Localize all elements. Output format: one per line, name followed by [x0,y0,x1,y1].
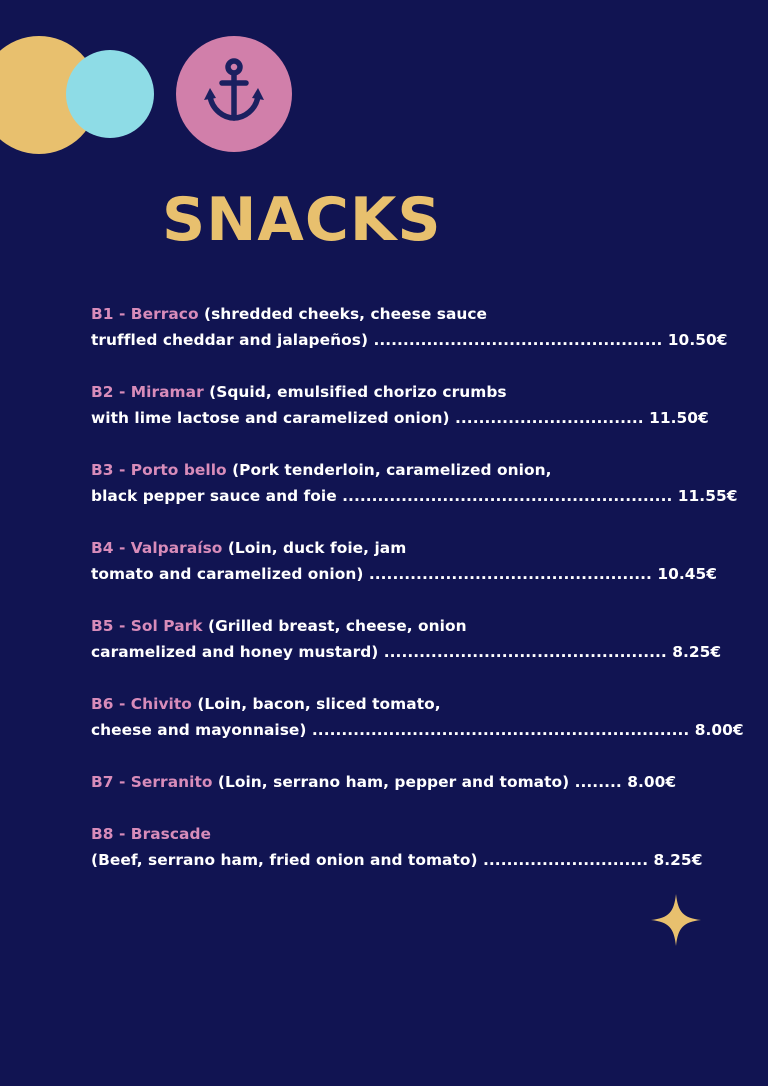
item-name: B5 - Sol Park [91,617,203,635]
item-price: 8.25€ [648,851,703,869]
menu-item-b6 [91,691,744,769]
menu-item-b5 [91,613,722,691]
item-line [91,769,681,795]
item-price: 10.45€ [651,565,718,583]
anchor-icon [204,58,264,124]
item-price: 11.55€ [672,487,738,505]
page-title: SNACKS [162,185,442,255]
item-description: (Loin, serrano ham, pepper and tomato) ........ [212,773,622,791]
item-description: (Beef, serrano ham, fried onion and tomato) ............................ [91,851,649,869]
item-description-cont: caramelized and honey mustard) ................................................ [91,643,667,661]
four-point-star-icon [651,894,701,946]
item-name: B2 - Miramar [91,383,204,401]
item-second-line [91,483,738,509]
item-second-line [91,717,744,743]
item-second-line [91,847,703,873]
item-second-line [91,639,722,665]
item-description-cont: black pepper sauce and foie ........................................................ [91,487,673,505]
item-price: 8.00€ [689,721,744,739]
menu-item-b4 [91,535,718,613]
item-name: B4 - Valparaíso [91,539,223,557]
menu-item-b1 [91,301,728,379]
item-description: (Loin, bacon, sliced tomato, [191,695,441,713]
item-description: (Loin, duck foie, jam [222,539,407,557]
menu-item-b3 [91,457,738,535]
item-description: (Grilled breast, cheese, onion [202,617,467,635]
item-price: 11.50€ [643,409,709,427]
item-description: (Pork tenderloin, caramelized onion, [226,461,552,479]
item-description-cont: truffled cheddar and jalapeños) ................................................. [91,331,663,349]
item-description: (Squid, emulsified chorizo crumbs [203,383,507,401]
item-name: B3 - Porto bello [91,461,227,479]
menu-item-b8 [91,821,703,873]
item-second-line [91,561,718,587]
item-name: B8 - Brascade [91,825,212,843]
snacks-menu [91,301,744,873]
item-description-cont: tomato and caramelized onion) ................................................ [91,565,652,583]
item-name: B6 - Chivito [91,695,192,713]
item-second-line [91,405,709,431]
item-first-line [91,301,681,327]
item-first-line [91,691,681,717]
item-first-line [91,535,681,561]
item-first-line [91,613,681,639]
item-first-line [91,379,681,405]
item-price: 8.25€ [666,643,722,661]
item-name: B1 - Berraco [91,305,199,323]
item-name: B7 - Serranito [91,773,213,791]
item-second-line [91,327,728,353]
item-description-cont: with lime lactose and caramelized onion) ................................ [91,409,644,427]
item-first-line [91,821,681,847]
menu-item-b2 [91,379,709,457]
item-price: 8.00€ [621,773,677,791]
item-price: 10.50€ [662,331,728,349]
menu-item-b7 [91,769,681,821]
item-first-line [91,457,681,483]
item-description-cont: cheese and mayonnaise) ................................................................ [91,721,690,739]
item-description: (shredded cheeks, cheese sauce [198,305,488,323]
cyan-circle-decoration [66,50,154,138]
